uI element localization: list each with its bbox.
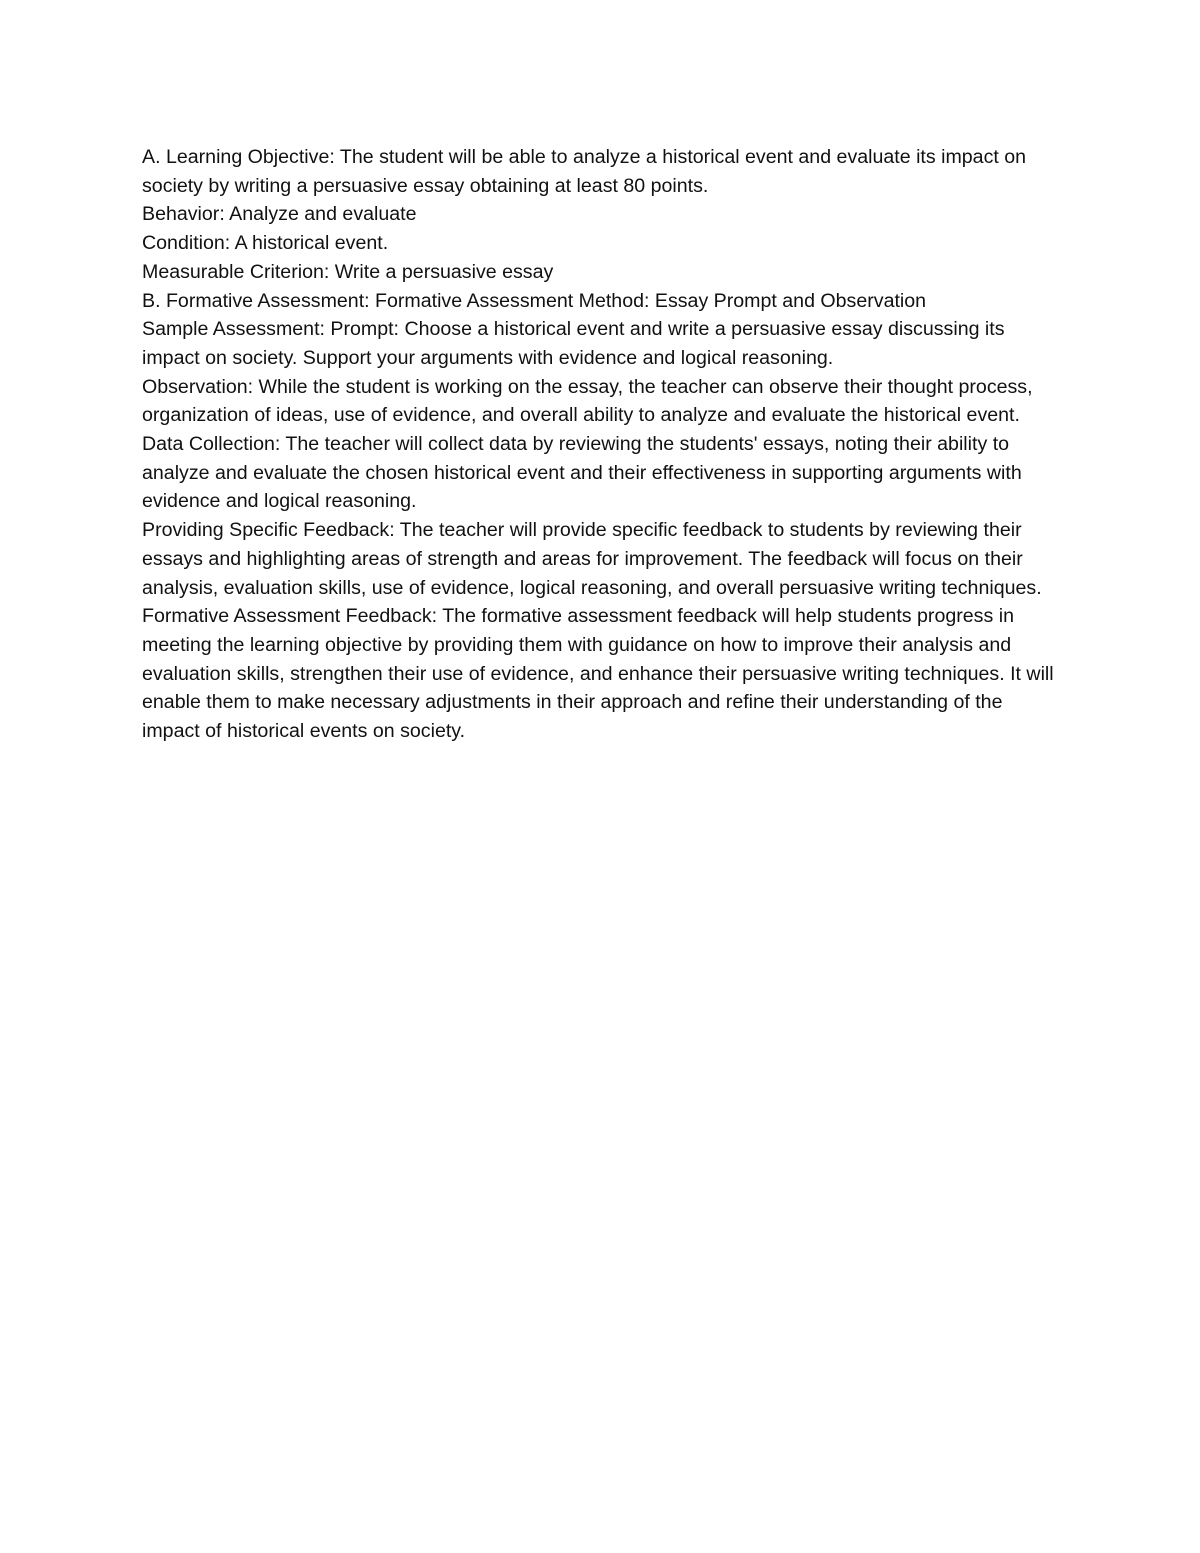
formative-assessment-paragraph: B. Formative Assessment: Formative Assessment Method: Essay Prompt and Observation	[142, 289, 927, 312]
assessment-feedback-paragraph: Formative Assessment Feedback: The formative assessment feedback will help students progress in meeting the learning objective by providing them with guidance on how to improve their analysis and evaluation skills, strengthen their use of evidence, and enhance their persuasive writing techniques. It will enable them to make necessary adjustments in their approach and refine their understanding of the impact of historical events on society.	[142, 605, 1054, 743]
specific-feedback-paragraph: Providing Specific Feedback: The teacher will provide specific feedback to students by reviewing their essays and highlighting areas of strength and areas for improvement. The feedback will focus on their analysis, evaluation skills, use of evidence, logical reasoning, and overall persuasive writing techniques.	[142, 519, 1042, 599]
data-collection-paragraph: Data Collection: The teacher will collect data by reviewing the students' essays, noting their ability to analyze and evaluate the chosen historical event and their effectiveness in supporting arguments with evidence and logical reasoning.	[142, 433, 1022, 513]
measurable-criterion-paragraph: Measurable Criterion: Write a persuasive essay	[142, 260, 554, 283]
learning-objective-paragraph: A. Learning Objective: The student will be able to analyze a historical event and evaluate its impact on society by writing a persuasive essay obtaining at least 80 points.	[142, 146, 1027, 197]
sample-assessment-paragraph: Sample Assessment: Prompt: Choose a historical event and write a persuasive essay discussing its impact on society. Support your arguments with evidence and logical reasoning.	[142, 318, 1005, 369]
document-body	[142, 143, 1062, 746]
behavior-paragraph: Behavior: Analyze and evaluate	[142, 203, 417, 226]
condition-paragraph: Condition: A historical event.	[142, 232, 389, 255]
observation-paragraph: Observation: While the student is working on the essay, the teacher can observe their thought process, organization of ideas, use of evidence, and overall ability to analyze and evaluate the historical event.	[142, 375, 1033, 427]
